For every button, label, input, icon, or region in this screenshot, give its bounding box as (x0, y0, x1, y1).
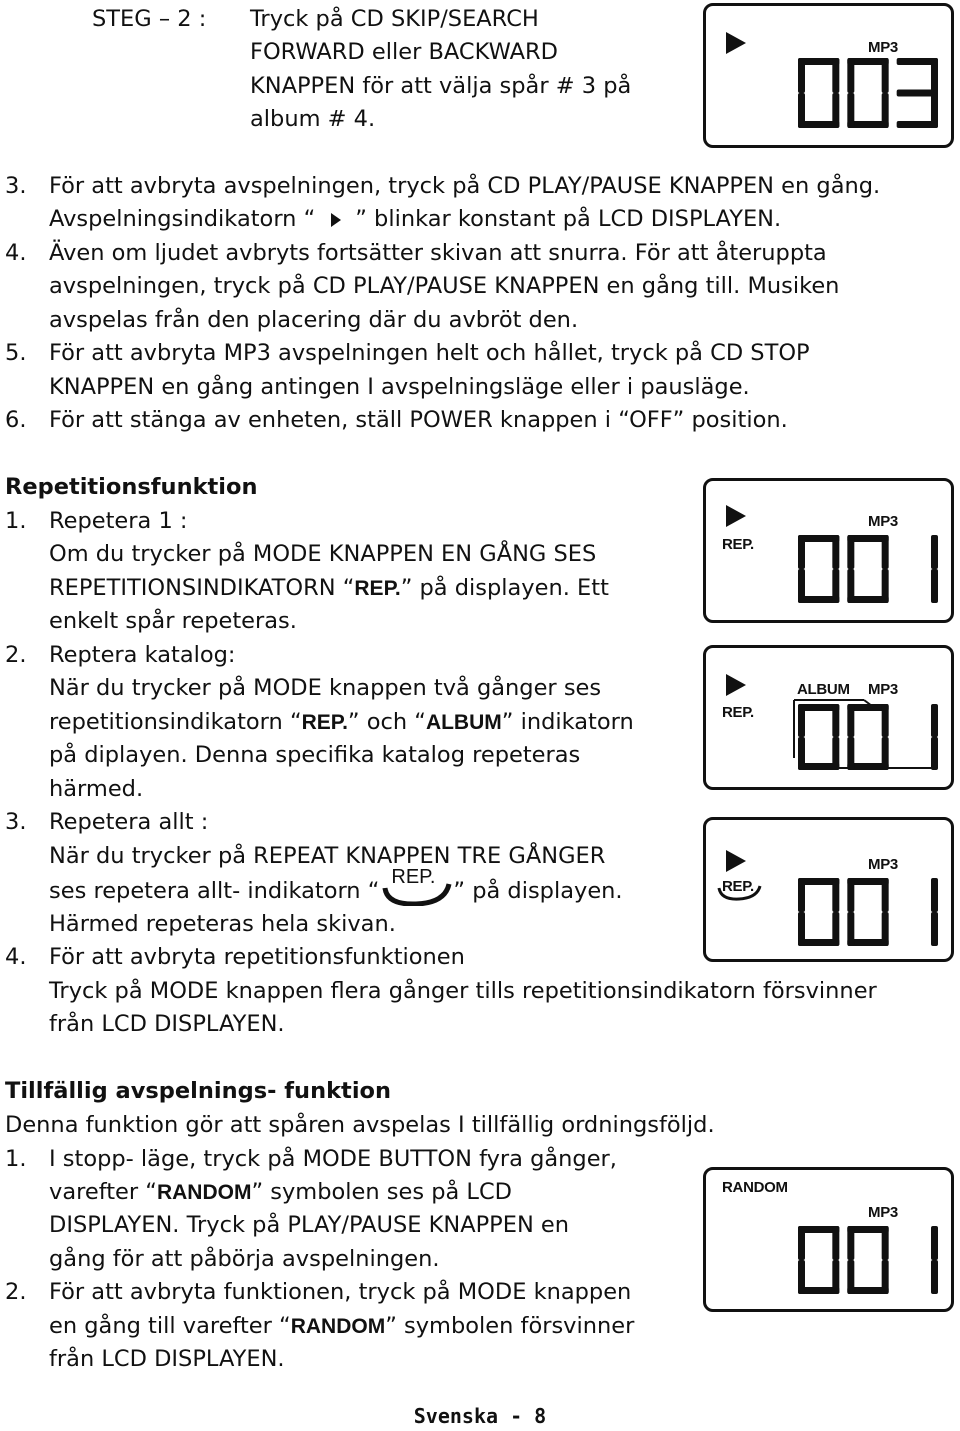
lcd-display-repeat-one (703, 478, 954, 623)
track-number-digits (798, 704, 938, 770)
list-number: 4. (5, 240, 27, 266)
list-text: För att avbryta MP3 avspelningen helt och hållet, tryck på CD STOP (49, 340, 810, 366)
lcd-segment (798, 878, 805, 912)
step-line: album # 4. (250, 106, 376, 132)
lcd-segment (847, 737, 854, 770)
lcd-segment (931, 1226, 938, 1260)
list-text: För att stänga av enheten, ställ POWER knappen i “OFF” position. (49, 407, 788, 433)
section-intro: Denna funktion gör att spåren avspelas I tillfällig ordningsföljd. (5, 1112, 715, 1138)
rep-indicator: REP. (722, 704, 754, 721)
lcd-segment (798, 704, 805, 737)
list-text: När du trycker på REPEAT KNAPPEN TRE GÅNGER (49, 843, 606, 869)
list-text: KNAPPEN en gång antingen I avspelningsläge eller i pausläge. (49, 374, 750, 400)
lcd-segment (832, 704, 839, 737)
lcd-segment (798, 58, 805, 93)
lcd-segment (882, 58, 889, 93)
play-indicator-icon (726, 674, 746, 696)
list-text: ses repetera allt- indikatorn “ REP. ” på displayen. (49, 865, 623, 904)
list-number: 1. (5, 508, 27, 534)
list-text: härmed. (49, 776, 144, 802)
lcd-segment (847, 1226, 854, 1260)
lcd-digit-0 (847, 704, 888, 770)
list-text: avspelningen, tryck på CD PLAY/PAUSE KNAPPEN en gång till. Musiken (49, 273, 840, 299)
random-indicator: RANDOM (722, 1179, 788, 1196)
list-number: 3. (5, 809, 27, 835)
lcd-digit-0 (798, 704, 839, 770)
lcd-segment (798, 569, 805, 603)
lcd-digit-1 (931, 535, 938, 603)
step-line: Tryck på CD SKIP/SEARCH (250, 6, 539, 32)
list-text: Tryck på MODE knappen flera gånger tills repetitionsindikatorn försvinner (49, 978, 877, 1004)
list-number: 5. (5, 340, 27, 366)
lcd-digit-0 (798, 58, 839, 128)
list-text: DISPLAYEN. Tryck på PLAY/PAUSE KNAPPEN en (49, 1212, 570, 1238)
page-footer: Svenska - 8 (413, 1404, 547, 1428)
lcd-digit-0 (847, 58, 888, 128)
rep-indicator: REP. (722, 878, 754, 895)
list-text: Repetera allt : (49, 809, 209, 835)
lcd-segment (798, 535, 805, 569)
list-text: varefter “RANDOM” symbolen ses på LCD (49, 1179, 513, 1205)
lcd-segment (931, 878, 938, 912)
repeat-all-icon (379, 865, 453, 906)
lcd-display-repeat-album (703, 645, 954, 790)
lcd-display-track-003 (703, 3, 954, 148)
lcd-segment (882, 878, 889, 912)
lcd-segment (847, 58, 854, 93)
list-number: 4. (5, 944, 27, 970)
list-text: Även om ljudet avbryts fortsätter skivan att snurra. För att återuppta (49, 240, 827, 266)
track-number-digits (798, 878, 938, 946)
list-text: på diplayen. Denna specifika katalog repeteras (49, 742, 581, 768)
lcd-segment (882, 704, 889, 737)
lcd-segment (847, 569, 854, 603)
track-number-digits (798, 535, 938, 603)
lcd-digit-0 (847, 535, 888, 603)
play-indicator-icon (331, 213, 341, 227)
list-text: från LCD DISPLAYEN. (49, 1011, 285, 1037)
lcd-segment (931, 737, 938, 770)
lcd-segment (847, 93, 854, 128)
list-number: 2. (5, 642, 27, 668)
lcd-segment (798, 737, 805, 770)
play-indicator-icon (726, 505, 746, 527)
list-number: 2. (5, 1279, 27, 1305)
lcd-segment (897, 121, 938, 128)
list-text: När du trycker på MODE knappen två gånger ses (49, 675, 602, 701)
step-line: FORWARD eller BACKWARD (250, 39, 558, 65)
list-text: enkelt spår repeteras. (49, 608, 297, 634)
step-label: STEG – 2 : (92, 6, 207, 32)
lcd-segment (798, 912, 805, 946)
track-number-digits (798, 1226, 938, 1294)
list-text: Repetera 1 : (49, 508, 188, 534)
lcd-display-repeat-all (703, 817, 954, 962)
play-indicator-icon (726, 32, 746, 54)
lcd-digit-0 (798, 1226, 839, 1294)
lcd-segment (882, 535, 889, 569)
lcd-digit-0 (798, 878, 839, 946)
list-text: Härmed repeteras hela skivan. (49, 911, 396, 937)
lcd-digit-1 (931, 704, 938, 770)
list-number: 6. (5, 407, 27, 433)
mp3-indicator: MP3 (868, 513, 898, 530)
lcd-segment (931, 704, 938, 737)
lcd-display-random (703, 1167, 954, 1312)
mp3-indicator: MP3 (868, 1204, 898, 1221)
step-line: KNAPPEN för att välja spår # 3 på (250, 73, 632, 99)
lcd-digit-0 (847, 1226, 888, 1294)
lcd-segment (832, 535, 839, 569)
lcd-segment (847, 878, 854, 912)
lcd-segment (798, 1260, 805, 1294)
lcd-digit-1 (931, 878, 938, 946)
list-number: 1. (5, 1146, 27, 1172)
list-text: repetitionsindikatorn “REP.” och “ALBUM” indikatorn (49, 709, 634, 735)
list-text: I stopp- läge, tryck på MODE BUTTON fyra gånger, (49, 1146, 617, 1172)
list-text: en gång till varefter “RANDOM” symbolen försvinner (49, 1313, 635, 1339)
lcd-digit-3 (897, 58, 938, 128)
lcd-segment (832, 878, 839, 912)
lcd-segment (832, 58, 839, 93)
lcd-segment (798, 1226, 805, 1260)
lcd-segment (847, 912, 854, 946)
lcd-segment (798, 93, 805, 128)
lcd-segment (931, 535, 938, 569)
mp3-indicator: MP3 (868, 39, 898, 56)
lcd-digit-1 (931, 1226, 938, 1294)
list-text: gång för att påbörja avspelningen. (49, 1246, 440, 1272)
lcd-segment (931, 1260, 938, 1294)
list-text: från LCD DISPLAYEN. (49, 1346, 285, 1372)
section-heading: Repetitionsfunktion (5, 474, 258, 500)
list-text: REPETITIONSINDIKATORN “REP.” på displayen. Ett (49, 575, 609, 601)
lcd-segment (931, 58, 938, 93)
mp3-indicator: MP3 (868, 681, 898, 698)
lcd-digit-0 (798, 535, 839, 603)
lcd-segment (931, 569, 938, 603)
list-text: För att avbryta funktionen, tryck på MODE knappen (49, 1279, 632, 1305)
album-indicator: ALBUM (797, 681, 850, 698)
lcd-segment (847, 704, 854, 737)
list-text: Om du trycker på MODE KNAPPEN EN GÅNG SES (49, 541, 597, 567)
list-text: avspelas från den placering där du avbröt den. (49, 307, 579, 333)
list-text: Reptera katalog: (49, 642, 236, 668)
lcd-segment (847, 1260, 854, 1294)
play-indicator-icon (726, 850, 746, 872)
lcd-digit-0 (847, 878, 888, 946)
list-text: För att avbryta repetitionsfunktionen (49, 944, 465, 970)
list-text: För att avbryta avspelningen, tryck på CD PLAY/PAUSE KNAPPEN en gång. (49, 173, 881, 199)
repeat-all-label: REP. (391, 865, 436, 888)
track-number-digits (798, 58, 938, 128)
lcd-segment (882, 1226, 889, 1260)
list-text: Avspelningsindikatorn “ ” blinkar konstant på LCD DISPLAYEN. (49, 206, 782, 232)
mp3-indicator: MP3 (868, 856, 898, 873)
lcd-segment (832, 1226, 839, 1260)
list-number: 3. (5, 173, 27, 199)
section-heading: Tillfällig avspelnings- funktion (5, 1078, 392, 1104)
rep-indicator: REP. (722, 536, 754, 553)
lcd-segment (931, 912, 938, 946)
lcd-segment (847, 535, 854, 569)
